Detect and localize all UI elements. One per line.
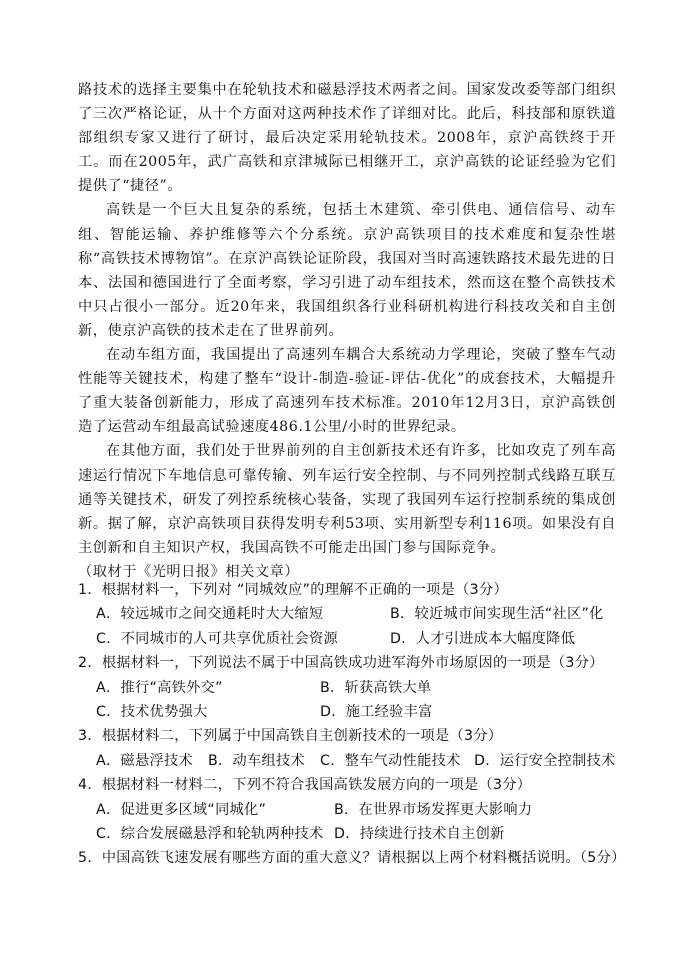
question-1-option-c: C．不同城市的人可共享优质社会资源 — [96, 630, 339, 647]
question-2-option-d: D．施工经验丰富 — [320, 703, 433, 720]
question-2-options-row-1 — [78, 676, 618, 700]
question-4-option-c: C．综合发展磁悬浮和轮轨两种技术 — [96, 825, 324, 842]
question-1-options-row-2 — [78, 627, 618, 651]
question-4-option-d: D．持续进行技术自主创新 — [334, 825, 505, 842]
question-2-option-a: A．推行“高铁外交” — [96, 679, 223, 696]
passage-paragraph-1: 路技术的选择主要集中在轮轨技术和磁悬浮技术两者之间。国家发改委等部门组织了三次严格论证，从十个方面对这两种技术作了详细对比。此后，科技部和原铁道部组织专家又进行了研讨，最后决定采用轮轨技术。2008年，京沪高铁终于开工。而在2005年，武广高铁和京津城际已相继开工，京沪高铁的论证经验为它们提供了“捷径”。 — [78, 82, 616, 195]
question-1-option-a: A．较远城市之间交通耗时大大缩短 — [96, 606, 324, 623]
passage-source: （取材于《光明日报》相关文章） — [78, 563, 300, 580]
question-1-option-b: B．较近城市间实现生活“社区”化 — [390, 606, 604, 623]
question-1-stem: 1．根据材料一，下列对 “同城效应”的理解不正确的一项是（3分） — [78, 582, 508, 598]
question-2-stem: 2．根据材料一，下列说法不属于中国高铁成功进军海外市场原因的一项是（3分） — [78, 655, 604, 672]
question-3-option-c: C．整车气动性能技术 — [320, 752, 461, 769]
question-5-stem: 5．中国高铁飞速发展有哪些方面的重大意义？请根据以上两个材料概括说明。（5分） — [78, 850, 626, 867]
question-3-stem: 3．根据材料二，下列属于中国高铁自主创新技术的一项是（3分） — [78, 728, 503, 745]
passage-paragraph-4: 在其他方面，我们处于世界前列的自主创新技术还有许多，比如攻克了列车高速运行情况下车地信息可靠传输、列车运行安全控制、与不同列控制式线路互联互通等关键技术，研发了列控系统核心装备，实现了我国列车运行控制系统的集成创新。据了解，京沪高铁项目获得发明专利53项、实用新型专利116项。如果没有自主创新和自主知识产权，我国高铁不可能走出国门参与国际竞争。 — [78, 443, 616, 556]
question-1-options-row-1 — [78, 602, 618, 626]
question-3-option-b: B．动车组技术 — [208, 752, 305, 769]
question-1-option-d: D．人才引进成本大幅度降低 — [390, 630, 576, 647]
question-4-stem: 4．根据材料一材料二，下列不符合我国高铁发展方向的一项是（3分） — [78, 777, 532, 794]
question-3-option-d: D．运行安全控制技术 — [474, 752, 616, 769]
question-4-options-row-1 — [78, 798, 618, 822]
passage-paragraph-2: 高铁是一个巨大且复杂的系统，包括土木建筑、牵引供电、通信信号、动车组、智能运输、养护维修等六个分系统。京沪高铁项目的技术难度和复杂性堪称“高铁技术博物馆”。在京沪高铁论证阶段，我国对当时高速铁路技术最先进的日本、法国和德国进行了全面考察，学习引进了动车组技术，然而这在整个高铁技术中只占很小一部分。近20年来，我国组织各行业科研机构进行科技攻关和自主创新，使京沪高铁的技术走在了世界前列。 — [78, 202, 616, 339]
question-4-option-b: B．在世界市场发挥更大影响力 — [334, 801, 533, 818]
question-3-option-a: A．磁悬浮技术 — [96, 752, 193, 769]
question-4-option-a: A．促进更多区域“同城化” — [96, 801, 267, 818]
question-2-option-b: B．斩获高铁大单 — [320, 679, 432, 696]
reading-passage — [78, 78, 616, 584]
question-list — [78, 578, 626, 871]
question-2-options-row-2 — [78, 700, 618, 724]
question-2-option-c: C．技术优势强大 — [96, 703, 208, 720]
passage-paragraph-3: 在动车组方面，我国提出了高速列车耦合大系统动力学理论，突破了整车气动性能等关键技术，构建了整车“设计-制造-验证-评估-优化”的成套技术，大幅提升了重大装备创新能力，形成了高速列车技术标准。2010年12月3日，京沪高铁创造了运营动车组最高试验速度486.1公里/小时的世界纪录。 — [78, 347, 616, 436]
question-4-options-row-2 — [78, 822, 618, 846]
question-3-options-row-1 — [78, 749, 618, 773]
